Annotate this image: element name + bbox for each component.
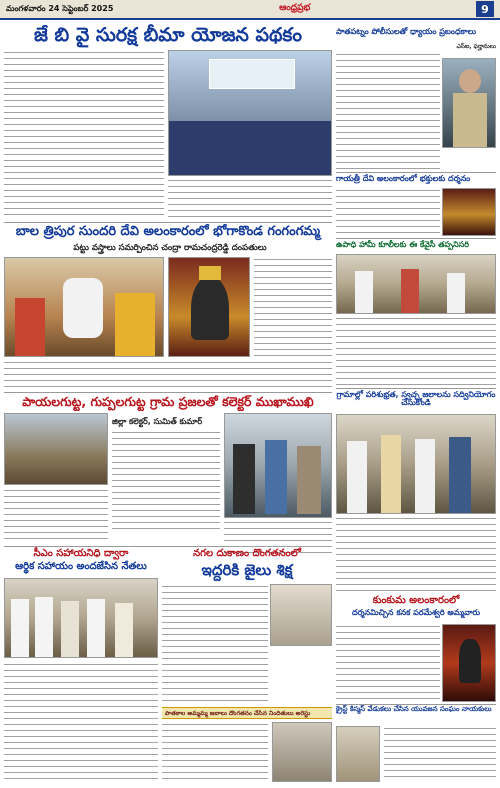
photo-village-officials [336,414,496,514]
headline-cm-relief-line1: సీఎం సహాయనిధి ద్వారా [33,548,129,559]
article-body-cm-relief [4,662,158,782]
headline-collector-interaction: పాయలగుట్ట, గుప్పలగుట్ట గ్రామ ప్రజలతో కలెక్టర్ ముఖాముఖి [22,394,314,409]
article-body-jbvy [4,50,164,220]
photo-police-officer [442,58,496,148]
headline-jewelry-theft-line1: నగల దుకాణం దొంగతనంలో [193,548,301,559]
headline-kumkuma-line2: దర్శనమిచ్చిన కనక పరమేశ్వరి అమ్మవారు [351,608,481,617]
page-number: 9 [476,1,494,17]
article-body-cleanliness [336,516,496,594]
article-body-collector [112,430,220,530]
photo-workers-meeting [336,254,496,314]
photo-temple-devotees [4,257,164,357]
article-body-gayatri [336,188,440,236]
photo-village-site [4,413,108,485]
article-body-temple [4,360,332,390]
article-body-village [4,488,108,543]
subhead-si: ఎస్ఐ, ఫర్హానులు [456,43,496,50]
photo-kanaka-parameshwari [442,624,496,702]
headline-jbvy-scheme: జే బి వై సురక్ష బీమా యోజన పథకం [34,24,302,46]
article-body-kumkuma [336,624,440,702]
headline-village-cleanliness: గ్రామాల్లో పరిశుభ్రత, స్వచ్ఛ జలాలను సద్వినియోగం చేసుకోండి [336,390,496,408]
headline-bala-tripura: బాల త్రిపుర సుందరి దేవి అలంకారంలో భోగాకొండ గంగంగమ్మ [15,224,321,239]
photo-collector-meeting [224,413,332,518]
headline-jewelry-theft-line2: ఇద్దరికి జైలు శిక్ష [201,561,293,579]
headline-christmas-celebration: క్రైస్ట్ కిస్మస్ వేడుకలు చేసిన యువజన సంఘం నాయకులు [336,705,492,713]
headline-gayatri-devi: గాయత్రీ దేవి అలంకారంలో భక్తులకు దర్శనం [336,174,471,183]
issue-date: మంగళవారం 24 సెప్టెంబర్ 2025 [6,3,114,13]
headline-police-training: పాతపట్నం పోలీసులతో ధ్యాయం ప్రబంధకాలు [336,27,477,36]
article-body-police [336,52,440,170]
photo-police-arrest [272,722,332,782]
collector-subhead: జిల్లా కలెక్టర్, సుమిత్ కుమార్ [112,417,203,426]
article-body-kyc [336,316,496,386]
newspaper-name: ఆంధ్రప్రభ [279,3,311,13]
banner-theft-arrest [162,707,332,719]
photo-caption-meeting [168,178,332,220]
headline-cm-relief-line2: ఆర్థిక సహాయం అందజేసిన నేతలు [15,561,147,572]
page-header [0,0,500,20]
photo-scheme-meeting [168,50,332,176]
subhead-silk-offering: పట్టు వస్త్రాలు సమర్పించిన చంద్రా రామచంద్రరెడ్డి దంపతులు [73,243,267,253]
headline-upadhi-kyc: ఉపాధి హామీ కూలీలకు ఈ కేవైసీ తప్పనిసరి [336,240,469,249]
article-body-old-theft [162,722,268,782]
photo-relief-distribution [4,578,158,658]
article-body-jewelry-theft [162,584,268,704]
photo-deity-alankaram [168,257,250,357]
headline-kumkuma-line1: కుంకుమ అలంకారంలో [372,595,460,606]
photo-accused [270,584,332,646]
photo-youth-leader [336,726,380,782]
photo-gayatri-deity [442,188,496,236]
article-body-deity [254,257,332,357]
article-body-christmas [384,726,496,782]
headline-old-theft: పాతకాల అమ్మమ్మ జబాలు దొంగతనం చేసిన నిందితులు అరెస్టు [165,710,311,717]
